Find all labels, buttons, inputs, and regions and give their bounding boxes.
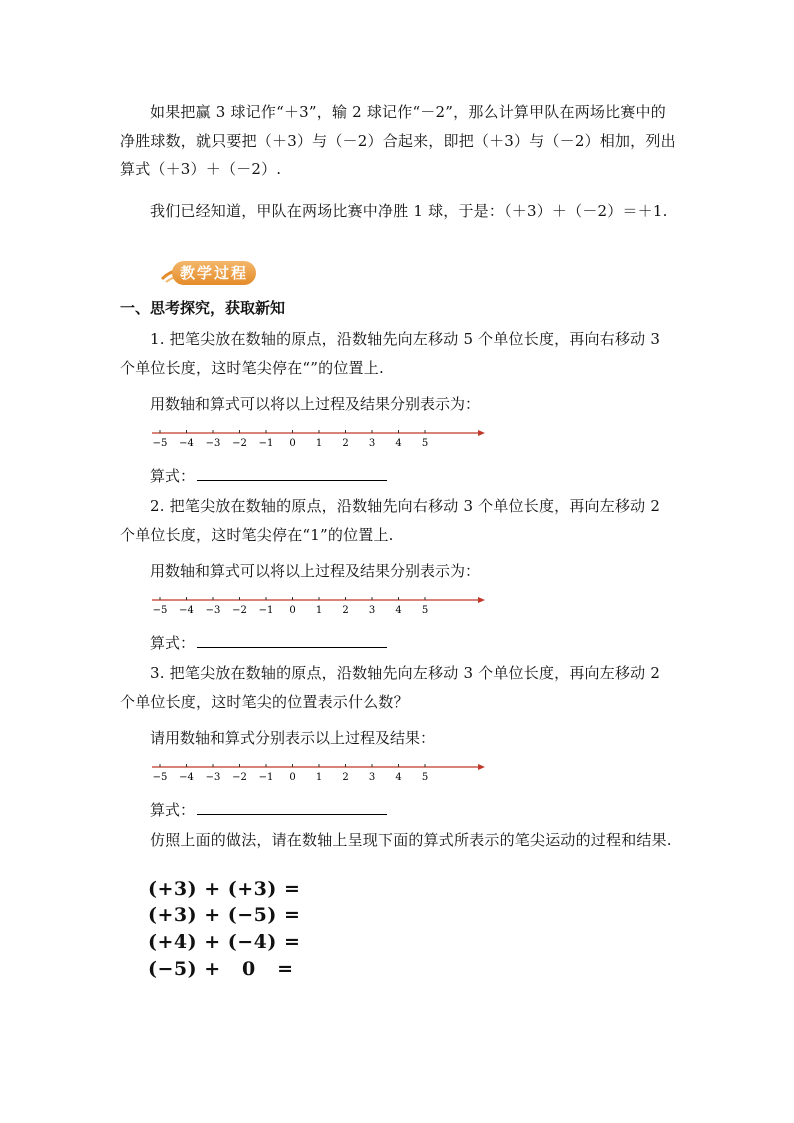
intro-paragraph-2: 我们已经知道，甲队在两场比赛中净胜 1 球，于是：（＋3）＋（－2）＝＋1. (150, 202, 668, 220)
axis-tick-label: 2 (342, 438, 349, 449)
axis-tick-label: −4 (179, 772, 194, 783)
equation-1: (+3) + (+3) = (148, 878, 301, 900)
axis-tick-label: 4 (395, 605, 402, 616)
question-2: 2. 把笔尖放在数轴的原点，沿数轴先向右移动 3 个单位长度，再向左移动 2 个单位长度，这时笔尖停在“1”的位置上. (120, 497, 661, 544)
formula-blank[interactable] (197, 800, 387, 815)
axis-tick-label: 1 (315, 772, 323, 783)
axis-tick-label: −3 (205, 438, 221, 449)
axis-tick-label: 3 (368, 605, 376, 616)
axis-tick-label: 3 (368, 772, 376, 783)
question-3-instruction: 请用数轴和算式分别表示以上过程及结果： (150, 729, 436, 747)
number-axis-3 (150, 761, 490, 783)
axis-tick-label: −1 (258, 438, 274, 449)
axis-tick-label: −5 (152, 605, 168, 616)
number-axis-svg (150, 427, 490, 449)
axis-tick-label: 5 (421, 605, 429, 616)
axis-arrow-icon (478, 430, 485, 436)
formula-label: 算式： (150, 467, 196, 485)
number-axis-2 (150, 594, 490, 616)
axis-tick-label: −2 (232, 772, 247, 783)
imitate-instruction: 仿照上面的做法，请在数轴上呈现下面的算式所表示的笔尖运动的过程和结果. (150, 831, 672, 849)
number-axis-svg (150, 761, 490, 783)
axis-tick-label: 4 (395, 772, 402, 783)
axis-tick-label: −1 (258, 605, 274, 616)
axis-arrow-icon (478, 597, 485, 603)
axis-tick-label: 0 (289, 438, 296, 449)
axis-tick-label: 2 (342, 605, 349, 616)
intro-paragraph-1: 如果把赢 3 球记作“＋3”，输 2 球记作“－2”，那么计算甲队在两场比赛中的净胜球数，就只要把（＋3）与（－2）合起来，即把（＋3）与（－2）相加，列出算式（＋3）＋（－2）. (120, 103, 676, 178)
axis-tick-label: −5 (152, 438, 168, 449)
axis-tick-label: 1 (315, 438, 323, 449)
number-axis-svg (150, 594, 490, 616)
equation-3: (+4) + (−4) = (148, 931, 301, 953)
axis-tick-label: 5 (421, 772, 429, 783)
axis-tick-label: −2 (232, 605, 247, 616)
axis-tick-label: −4 (179, 605, 194, 616)
section-heading: 一、思考探究，获取新知 (120, 299, 286, 317)
axis-tick-label: −3 (205, 772, 221, 783)
axis-tick-label: −2 (232, 438, 247, 449)
axis-arrow-icon (478, 764, 485, 770)
formula-blank[interactable] (197, 466, 387, 481)
question-1: 1. 把笔尖放在数轴的原点，沿数轴先向左移动 5 个单位长度，再向右移动 3 个单位长度，这时笔尖停在“”的位置上. (120, 330, 661, 377)
axis-tick-label: −4 (179, 438, 194, 449)
axis-tick-label: 2 (342, 772, 349, 783)
number-axis-1 (150, 427, 490, 449)
formula-line-2 (150, 633, 387, 653)
question-3: 3. 把笔尖放在数轴的原点，沿数轴先向左移动 3 个单位长度，再向左移动 2 个单位长度，这时笔尖的位置表示什么数？ (120, 664, 661, 711)
axis-tick-label: −5 (152, 772, 168, 783)
equation-4: (−5) + 0 = (148, 958, 294, 980)
formula-label: 算式： (150, 634, 196, 652)
question-2-instruction: 用数轴和算式可以将以上过程及结果分别表示为： (150, 562, 481, 580)
axis-tick-label: 0 (289, 772, 296, 783)
question-1-instruction: 用数轴和算式可以将以上过程及结果分别表示为： (150, 395, 481, 413)
axis-tick-label: 3 (368, 438, 376, 449)
axis-tick-label: −1 (258, 772, 274, 783)
formula-line-3 (150, 800, 387, 820)
axis-tick-label: 1 (315, 605, 323, 616)
formula-line-1 (150, 466, 387, 486)
equation-2: (+3) + (−5) = (148, 904, 301, 926)
axis-tick-label: 0 (289, 605, 296, 616)
axis-tick-label: −3 (205, 605, 221, 616)
axis-tick-label: 4 (395, 438, 402, 449)
badge-label: 教学过程 (172, 261, 256, 285)
axis-tick-label: 5 (421, 438, 429, 449)
formula-blank[interactable] (197, 633, 387, 648)
formula-label: 算式： (150, 801, 196, 819)
teaching-process-badge (160, 261, 256, 285)
